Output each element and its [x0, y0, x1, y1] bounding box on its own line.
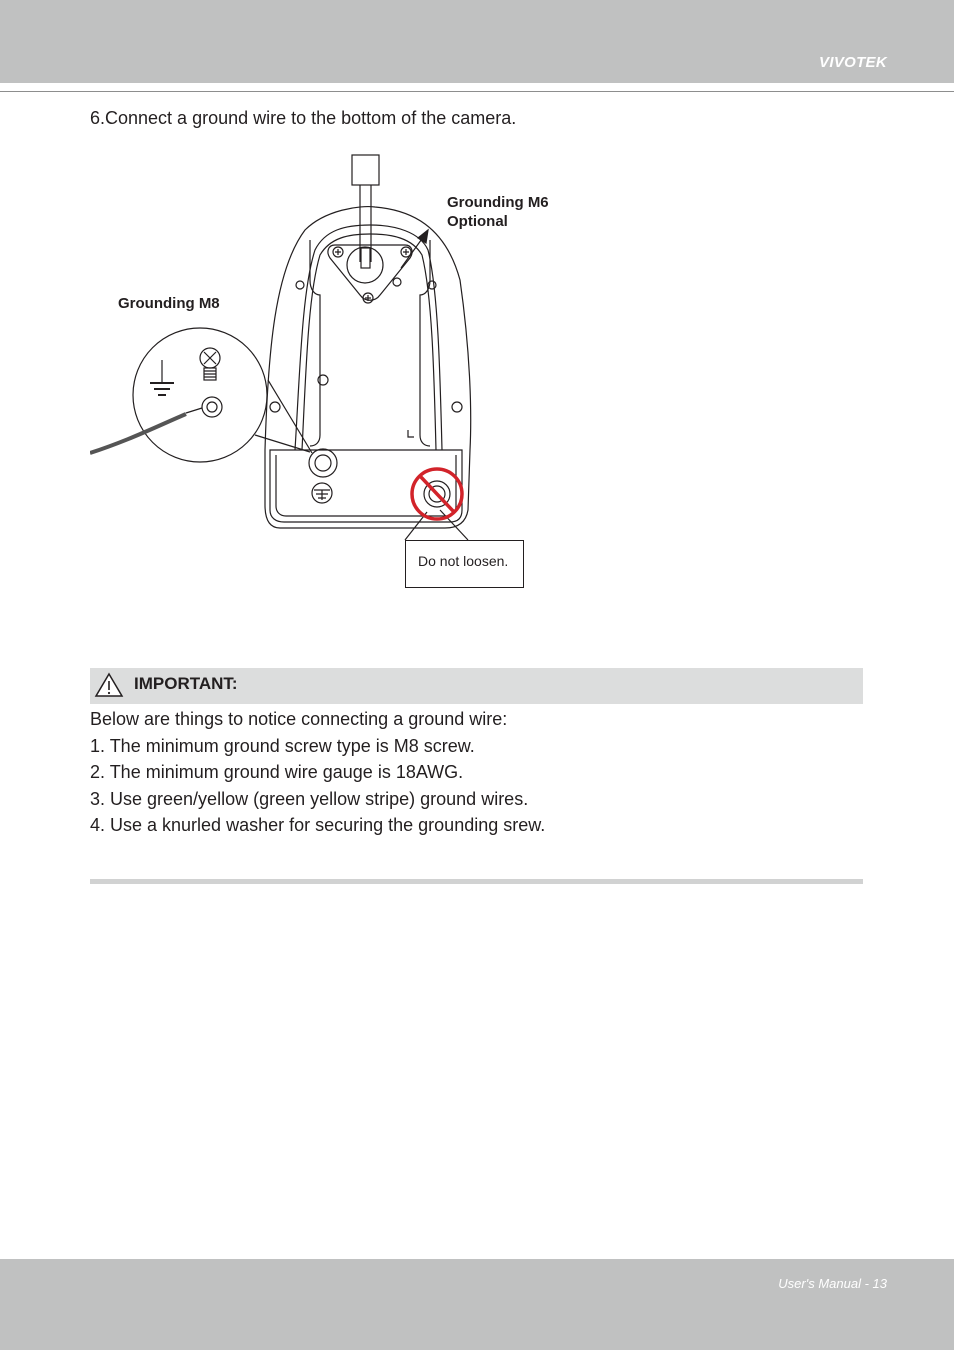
label-grounding-m6-line1: Grounding M6	[447, 194, 549, 211]
prohibition-icon	[412, 469, 462, 519]
brand-name: VIVOTEK	[819, 54, 887, 71]
list-item: 1. The minimum ground screw type is M8 screw.	[90, 735, 475, 756]
header-rule	[0, 91, 954, 92]
list-item: 3. Use green/yellow (green yellow stripe) ground wires.	[90, 788, 529, 809]
list-item: 4. Use a knurled washer for securing the grounding srew.	[90, 815, 546, 835]
page-footer	[0, 1259, 954, 1350]
label-grounding-m6	[447, 193, 549, 231]
important-title: IMPORTANT:	[134, 674, 238, 693]
important-banner	[90, 668, 863, 704]
step-instruction: 6.Connect a ground wire to the bottom of the camera.	[90, 108, 517, 128]
notes-intro: Below are things to notice connecting a ground wire:	[90, 709, 508, 729]
page-number: User's Manual - 13	[778, 1276, 887, 1291]
warning-triangle-icon	[94, 671, 124, 699]
ground-wire-notes	[90, 708, 545, 841]
label-grounding-m6-line2: Optional	[447, 213, 508, 230]
list-item: 2. The minimum ground wire gauge is 18AWG.	[90, 762, 464, 782]
label-grounding-m8: Grounding M8	[118, 295, 220, 312]
do-not-loosen-callout: Do not loosen.	[405, 540, 524, 588]
section-divider	[90, 879, 863, 884]
page-header	[0, 0, 954, 83]
screwdriver-handle	[352, 155, 379, 185]
